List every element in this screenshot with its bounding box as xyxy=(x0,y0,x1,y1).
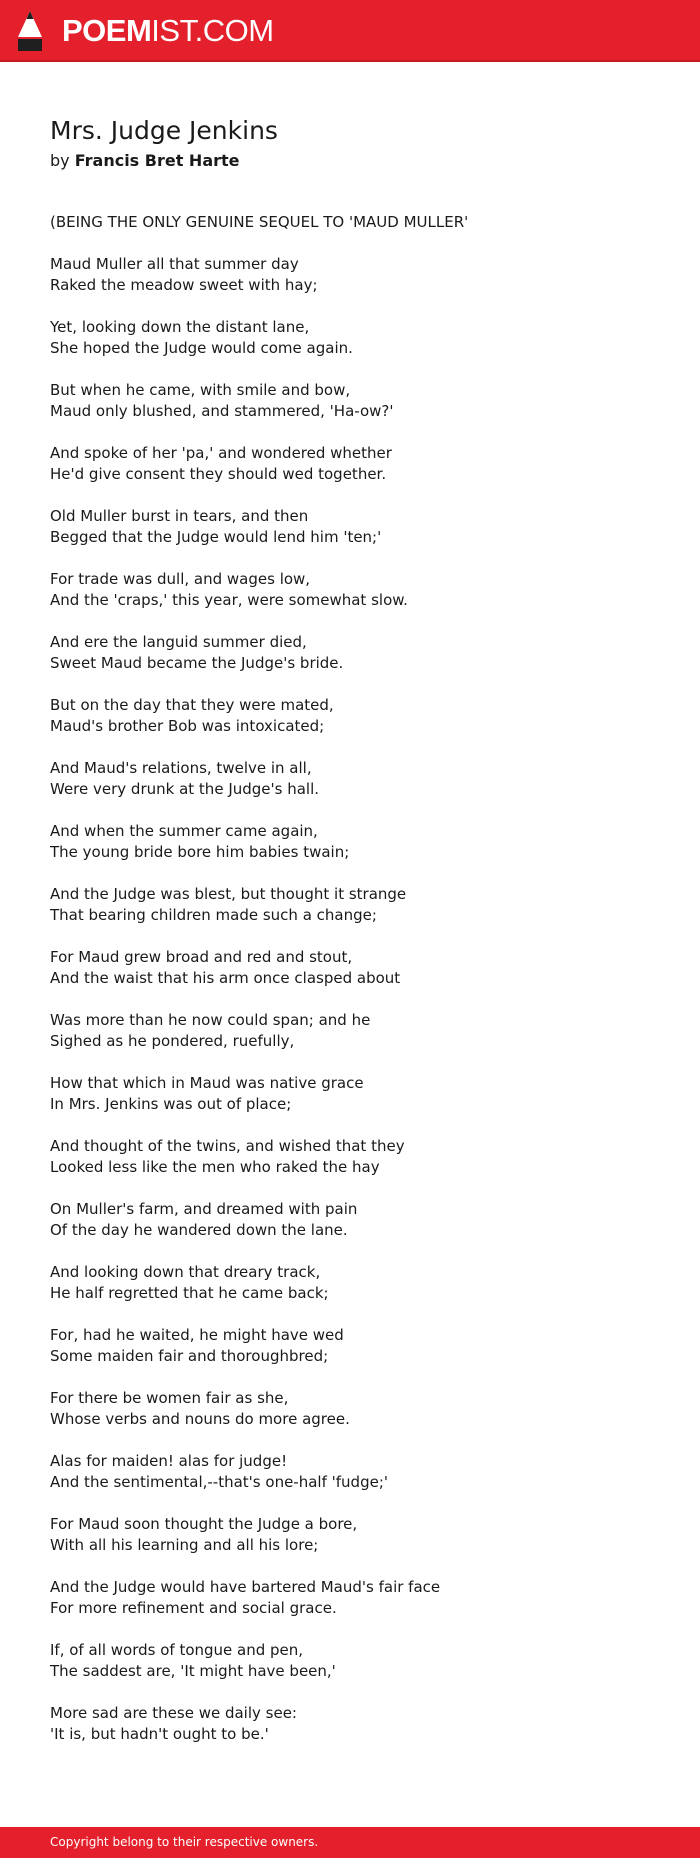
site-logo-link[interactable] xyxy=(18,11,274,51)
poem-stanza xyxy=(50,695,660,737)
poem-stanza xyxy=(50,1451,660,1493)
poem-line: And ere the languid summer died, xyxy=(50,633,307,651)
poem-stanza xyxy=(50,1262,660,1304)
poem-line: And the waist that his arm once clasped about xyxy=(50,969,401,987)
poem-stanza xyxy=(50,884,660,926)
poem-line: Some maiden fair and thoroughbred; xyxy=(50,1347,329,1365)
poem-content xyxy=(50,114,660,1766)
poem-stanza xyxy=(50,1577,660,1619)
poem-line: (BEING THE ONLY GENUINE SEQUEL TO 'MAUD MULLER' xyxy=(50,213,469,231)
poem-line: Were very drunk at the Judge's hall. xyxy=(50,780,320,798)
pencil-tip-icon xyxy=(18,11,42,51)
poem-stanza xyxy=(50,821,660,863)
poem-line: Sighed as he pondered, ruefully, xyxy=(50,1032,295,1050)
poem-stanza xyxy=(50,1514,660,1556)
poem-line: And thought of the twins, and wished that they xyxy=(50,1137,405,1155)
poem-line: If, of all words of tongue and pen, xyxy=(50,1641,304,1659)
poem-line: And when the summer came again, xyxy=(50,822,318,840)
poem-author: Francis Bret Harte xyxy=(74,151,240,170)
poem-line: In Mrs. Jenkins was out of place; xyxy=(50,1095,292,1113)
poem-stanza xyxy=(50,317,660,359)
poem-stanza xyxy=(50,254,660,296)
poem-stanza xyxy=(50,632,660,674)
poem-line: Of the day he wandered down the lane. xyxy=(50,1221,348,1239)
poem-stanza xyxy=(50,380,660,422)
poem-body xyxy=(50,212,660,1745)
poem-line: And the sentimental,--that's one-half 'fudge;' xyxy=(50,1473,388,1491)
poem-line: And spoke of her 'pa,' and wondered whether xyxy=(50,444,392,462)
poem-stanza xyxy=(50,1136,660,1178)
poem-title: Mrs. Judge Jenkins xyxy=(50,116,278,145)
logo-wordmark xyxy=(62,11,274,51)
poem-line: How that which in Maud was native grace xyxy=(50,1074,364,1092)
poem-stanza xyxy=(50,1010,660,1052)
poem-line: And Maud's relations, twelve in all, xyxy=(50,759,312,777)
poem-line: For more refinement and social grace. xyxy=(50,1599,337,1617)
poem-stanza xyxy=(50,212,660,233)
poem-stanza xyxy=(50,443,660,485)
poem-line: Alas for maiden! alas for judge! xyxy=(50,1452,288,1470)
poem-line: But when he came, with smile and bow, xyxy=(50,381,351,399)
poem-stanza xyxy=(50,1073,660,1115)
poem-stanza xyxy=(50,947,660,989)
logo-wordmark-bold: POEM xyxy=(62,13,152,48)
poem-line: He half regretted that he came back; xyxy=(50,1284,329,1302)
poem-line: For Maud soon thought the Judge a bore, xyxy=(50,1515,358,1533)
poem-line: The young bride bore him babies twain; xyxy=(50,843,350,861)
site-footer xyxy=(0,1827,700,1858)
poem-line: With all his learning and all his lore; xyxy=(50,1536,319,1554)
poem-line: Whose verbs and nouns do more agree. xyxy=(50,1410,350,1428)
poem-stanza xyxy=(50,1388,660,1430)
poem-stanza xyxy=(50,506,660,548)
poem-line: For trade was dull, and wages low, xyxy=(50,570,311,588)
poem-line: Yet, looking down the distant lane, xyxy=(50,318,310,336)
poem-line: And the Judge was blest, but thought it strange xyxy=(50,885,407,903)
footer-copyright: Copyright belong to their respective owners. xyxy=(50,1835,319,1849)
poem-line: Maud's brother Bob was intoxicated; xyxy=(50,717,325,735)
poem-line: He'd give consent they should wed together. xyxy=(50,465,387,483)
poem-line: More sad are these we daily see: xyxy=(50,1704,297,1722)
poem-line: Maud Muller all that summer day xyxy=(50,255,299,273)
poem-line: Maud only blushed, and stammered, 'Ha-ow?' xyxy=(50,402,394,420)
poem-stanza xyxy=(50,569,660,611)
poem-line: On Muller's farm, and dreamed with pain xyxy=(50,1200,358,1218)
poem-line: That bearing children made such a change; xyxy=(50,906,377,924)
poem-line: The saddest are, 'It might have been,' xyxy=(50,1662,336,1680)
poem-line: And the 'craps,' this year, were somewhat slow. xyxy=(50,591,408,609)
poem-line: And the Judge would have bartered Maud's fair face xyxy=(50,1578,441,1596)
poem-stanza xyxy=(50,758,660,800)
poem-line: For there be women fair as she, xyxy=(50,1389,289,1407)
poem-stanza xyxy=(50,1640,660,1682)
poem-line: She hoped the Judge would come again. xyxy=(50,339,353,357)
poem-line: 'It is, but hadn't ought to be.' xyxy=(50,1725,269,1743)
poem-line: Looked less like the men who raked the hay xyxy=(50,1158,380,1176)
poem-line: Was more than he now could span; and he xyxy=(50,1011,371,1029)
poem-line: For Maud grew broad and red and stout, xyxy=(50,948,353,966)
by-label: by xyxy=(50,151,70,170)
poem-stanza xyxy=(50,1325,660,1367)
poem-line: Raked the meadow sweet with hay; xyxy=(50,276,318,294)
poem-line: Old Muller burst in tears, and then xyxy=(50,507,309,525)
poem-line: Sweet Maud became the Judge's bride. xyxy=(50,654,344,672)
poem-line: For, had he waited, he might have wed xyxy=(50,1326,344,1344)
poem-line: But on the day that they were mated, xyxy=(50,696,334,714)
poem-line: And looking down that dreary track, xyxy=(50,1263,321,1281)
site-header xyxy=(0,0,700,62)
poem-byline xyxy=(50,150,660,172)
poem-stanza xyxy=(50,1703,660,1745)
logo-wordmark-light: IST.COM xyxy=(151,13,274,48)
poem-line: Begged that the Judge would lend him 'ten;' xyxy=(50,528,382,546)
poem-stanza xyxy=(50,1199,660,1241)
